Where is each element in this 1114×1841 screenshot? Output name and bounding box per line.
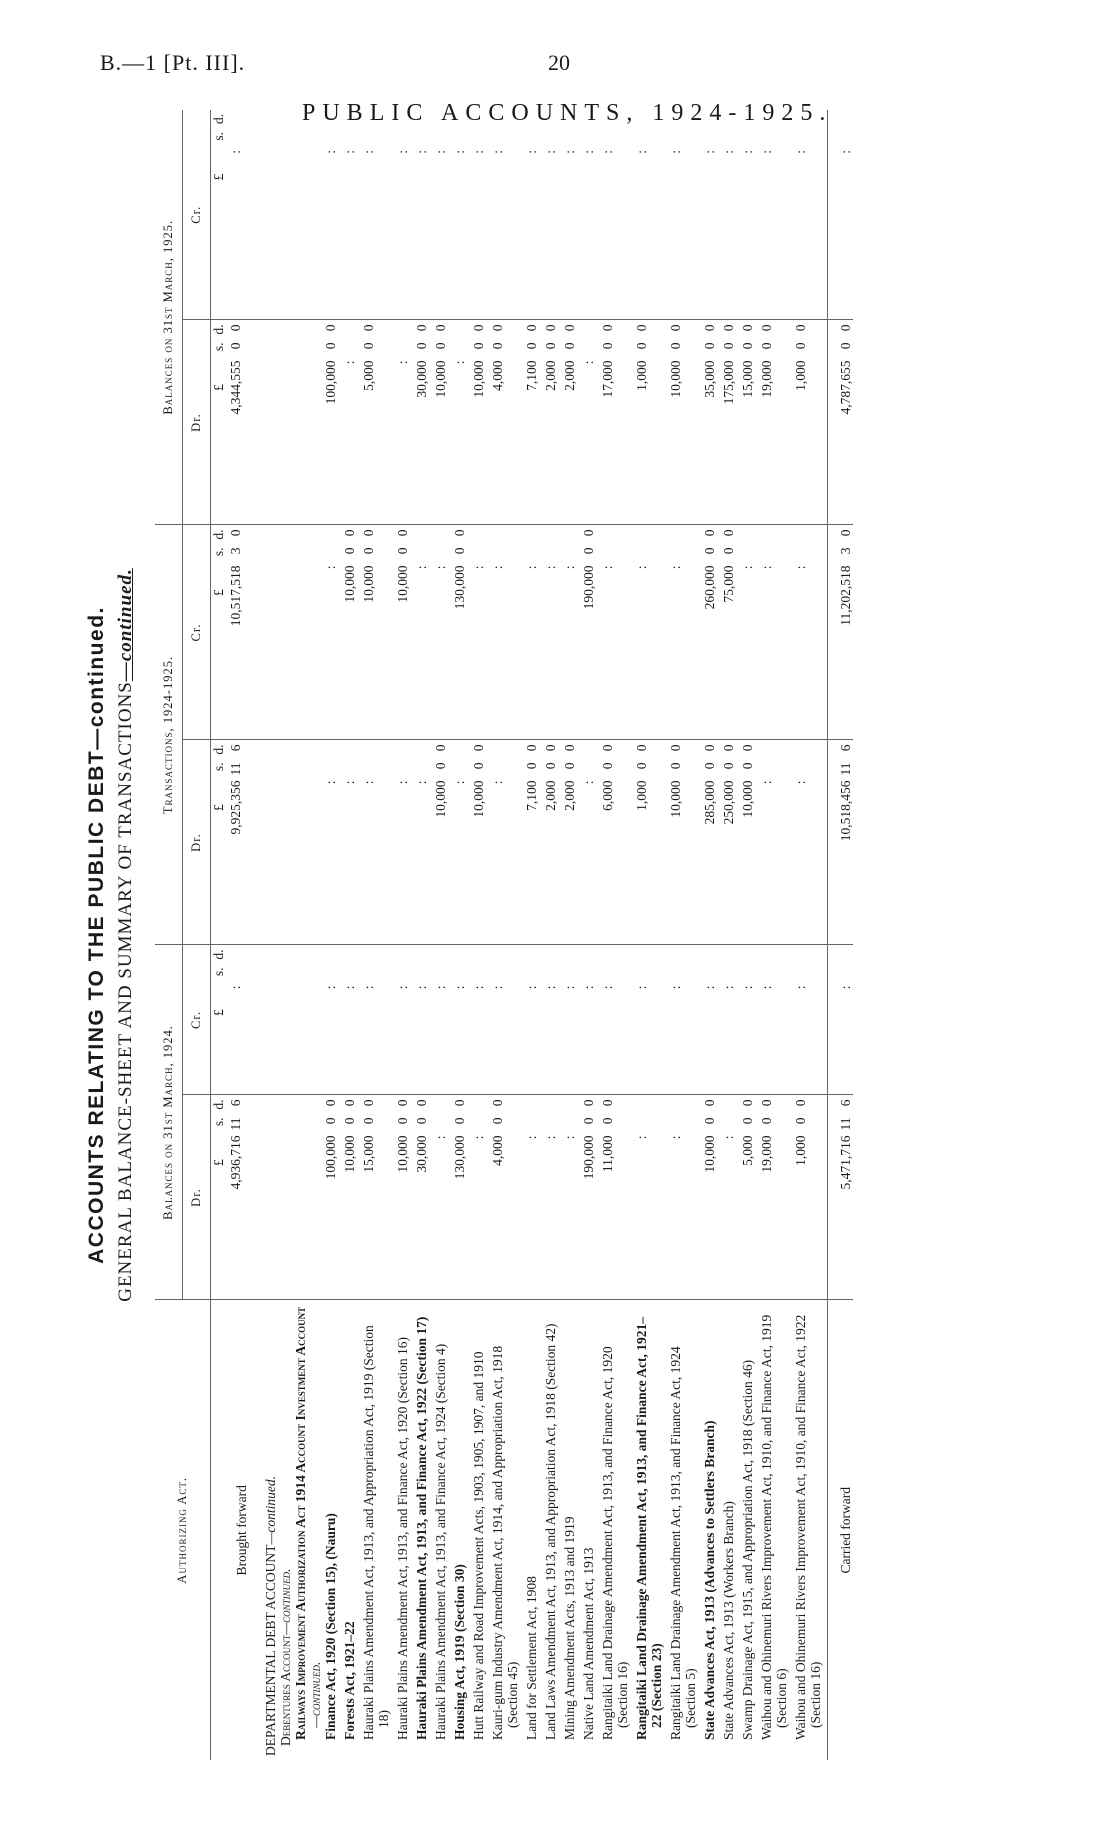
act-name: Waihou and Ohinemuri Rivers Improvement Act, 1910, and Finance Act, 1919 (Section 6)	[759, 1314, 789, 1740]
cell-b25dr: :	[342, 320, 361, 525]
cell-b25cr: :	[471, 110, 490, 320]
cell-tdr: 2,00000	[543, 740, 562, 945]
cell-b24dr: :	[721, 1095, 740, 1300]
cell-b24dr: 5,00000	[740, 1095, 759, 1300]
table-row	[342, 110, 361, 1760]
cell-b25cr: :	[702, 110, 721, 320]
table-row	[524, 110, 543, 1760]
cell-tdr: 2,00000	[562, 740, 581, 945]
cell-tdr: 7,10000	[524, 740, 543, 945]
unit-labels: £ s.d.	[211, 110, 229, 320]
cell-b25cr: :	[342, 110, 361, 320]
carried-forward-row	[828, 110, 854, 1760]
cell-tcr: 130,00000	[452, 525, 471, 740]
table-row	[668, 110, 702, 1760]
cell-tdr: :	[342, 740, 361, 945]
table-row	[581, 110, 600, 1760]
act-name: Rangitaiki Land Drainage Amendment Act, 1913, and Finance Act, 1920 (Section 16)	[600, 1346, 630, 1740]
table-row	[543, 110, 562, 1760]
act-name: Rangitaiki Land Drainage Amendment Act, 1913, and Finance Act, 1921–22 (Section 23)	[634, 1316, 664, 1740]
act-name: Forests Act, 1921–22	[342, 1621, 357, 1740]
cell-b24dr: :	[562, 1095, 581, 1300]
carried-forward-label: Carried forward	[828, 1300, 854, 1760]
act-name: Rangitaiki Land Drainage Amendment Act, 1913, and Finance Act, 1924 (Section 5)	[668, 1346, 698, 1740]
railways-heading: Railways Improvement Authorization Act 1914 Account Investment Account—continued.	[293, 1306, 323, 1740]
cell-b24cr: :	[342, 945, 361, 1095]
cell-b25cr: :	[759, 110, 793, 320]
cell-b25dr: 1,00000	[793, 320, 828, 525]
cell-b24cr: :	[562, 945, 581, 1095]
cell-b24cr: :	[524, 945, 543, 1095]
col-header-dr: Dr.	[183, 1095, 211, 1300]
act-name: Mining Amendment Acts, 1913 and 1919	[562, 1516, 577, 1740]
cell-tcr: 260,00000	[702, 525, 721, 740]
cell-tcr: 10,00000	[395, 525, 414, 740]
unit-labels: £ s.d.	[211, 740, 229, 945]
table-row	[361, 110, 395, 1760]
cell-tdr: :	[323, 740, 342, 945]
cell-b24dr: :	[471, 1095, 490, 1300]
section-heading-row	[293, 110, 323, 1760]
cell-b25dr: 7,10000	[524, 320, 543, 525]
cell-bal1925_dr: 4,787,65500	[828, 320, 854, 525]
cell-b24dr: :	[543, 1095, 562, 1300]
debentures-heading: Debentures Account—continued.	[278, 1568, 293, 1746]
cell-tcr: :	[524, 525, 543, 740]
cell-b25cr: :	[634, 110, 668, 320]
cell-tdr: 6,00000	[600, 740, 634, 945]
cell-b24dr: :	[634, 1095, 668, 1300]
cell-b24cr: :	[471, 945, 490, 1095]
cell-b24cr: :	[581, 945, 600, 1095]
cell-b24dr: 30,00000	[414, 1095, 433, 1300]
cell-tdr: 10,00000	[471, 740, 490, 945]
cell-b25cr: :	[740, 110, 759, 320]
cell-b25cr: :	[433, 110, 452, 320]
cell: :	[228, 110, 263, 320]
cell-tdr: 250,00000	[721, 740, 740, 945]
cell-b24cr: :	[634, 945, 668, 1095]
act-name: Kauri-gum Industry Amendment Act, 1914, and Appropriation Act, 1918 (Section 45)	[490, 1345, 520, 1740]
cell-b24cr: :	[490, 945, 524, 1095]
cell-b25cr: :	[562, 110, 581, 320]
cell: 9,925,356116	[228, 740, 263, 945]
rotated-table-frame	[85, 110, 1045, 1760]
cell: 10,517,51830	[228, 525, 263, 740]
cell-b25cr: :	[452, 110, 471, 320]
col-header-trans: Transactions, 1924-1925.	[155, 525, 183, 945]
cell-bal1925_cr: :	[828, 110, 854, 320]
cell: :	[228, 945, 263, 1095]
table-row	[471, 110, 490, 1760]
cell-tcr: :	[600, 525, 634, 740]
section-heading-row	[263, 110, 278, 1760]
cell-b24cr: :	[433, 945, 452, 1095]
act-name: Hauraki Plains Amendment Act, 1913, and Finance Act, 1920 (Section 16)	[395, 1336, 410, 1740]
col-header-act: Authorizing Act.	[155, 1300, 211, 1760]
cell-b25dr: :	[452, 320, 471, 525]
unit-labels: £ s.d.	[211, 320, 229, 525]
table-row	[600, 110, 634, 1760]
cell-b24dr: 19,00000	[759, 1095, 793, 1300]
cell-b25dr: 35,00000	[702, 320, 721, 525]
cell-tdr: :	[414, 740, 433, 945]
cell-tdr: :	[361, 740, 395, 945]
act-name: Housing Act, 1919 (Section 30)	[452, 1564, 467, 1740]
cell-tdr: 10,00000	[740, 740, 759, 945]
cell-bal1924_cr: :	[828, 945, 854, 1095]
cell-tcr: :	[543, 525, 562, 740]
cell-b25cr: :	[600, 110, 634, 320]
table-row	[721, 110, 740, 1760]
balance-sheet-table	[155, 110, 853, 1760]
cell-b24cr: :	[702, 945, 721, 1095]
cell-b24cr: :	[543, 945, 562, 1095]
cell-tcr: :	[433, 525, 452, 740]
cell-b25cr: :	[581, 110, 600, 320]
cell-b24dr: :	[524, 1095, 543, 1300]
cell-tcr: 10,00000	[361, 525, 395, 740]
cell-b24dr: 15,00000	[361, 1095, 395, 1300]
cell-b25dr: 1,00000	[634, 320, 668, 525]
cell-b25cr: :	[721, 110, 740, 320]
account-heading: DEPARTMENTAL DEBT ACCOUNT—continued.	[263, 1476, 278, 1756]
unit-labels: £ s.d.	[211, 1095, 229, 1300]
cell-trans_dr: 10,518,456116	[828, 740, 854, 945]
cell-b24dr: 4,00000	[490, 1095, 524, 1300]
brought-forward-row	[228, 110, 263, 1760]
cell-b25cr: :	[414, 110, 433, 320]
cell-tcr: :	[490, 525, 524, 740]
col-header-cr: Cr.	[183, 945, 211, 1095]
act-name: Hutt Railway and Road Improvement Acts, 1903, 1905, 1907, and 1910	[471, 1351, 486, 1740]
cell-tdr: :	[581, 740, 600, 945]
cell-tdr: :	[759, 740, 793, 945]
act-name: Hauraki Plains Amendment Act, 1913, and Finance Act, 1922 (Section 17)	[414, 1316, 429, 1740]
cell-b24dr: 130,00000	[452, 1095, 471, 1300]
act-name: Hauraki Plains Amendment Act, 1913, and Finance Act, 1924 (Section 4)	[433, 1343, 448, 1740]
act-name: Land Laws Amendment Act, 1913, and Appropriation Act, 1918 (Section 42)	[543, 1323, 558, 1740]
cell-b24cr: :	[323, 945, 342, 1095]
act-name: Swamp Drainage Act, 1915, and Appropriation Act, 1918 (Section 46)	[740, 1359, 755, 1740]
running-title: PUBLIC ACCOUNTS, 1924-1925.	[302, 100, 833, 126]
cell-tcr: :	[793, 525, 828, 740]
act-name: Land for Settlement Act, 1908	[524, 1576, 539, 1740]
cell-b25dr: 175,00000	[721, 320, 740, 525]
section-heading-row	[278, 110, 293, 1760]
cell-b24cr: :	[740, 945, 759, 1095]
cell-tdr: 10,00000	[668, 740, 702, 945]
cell-b25dr: 2,00000	[543, 320, 562, 525]
table-row	[634, 110, 668, 1760]
cell-b25dr: :	[395, 320, 414, 525]
cell-b24cr: :	[361, 945, 395, 1095]
col-header-cr: Cr.	[183, 525, 211, 740]
cell-b24cr: :	[414, 945, 433, 1095]
cell-b25dr: 10,00000	[471, 320, 490, 525]
cell-trans_cr: 11,202,51830	[828, 525, 854, 740]
act-name: State Advances Act, 1913 (Advances to Settlers Branch)	[702, 1420, 717, 1740]
unit-row	[211, 110, 229, 1760]
act-name: Hauraki Plains Amendment Act, 1913, and Appropriation Act, 1919 (Section 18)	[361, 1325, 391, 1740]
table-row	[414, 110, 433, 1760]
cell-b25dr: 10,00000	[433, 320, 452, 525]
act-name: State Advances Act, 1913 (Workers Branch)	[721, 1501, 736, 1740]
cell-tdr: 10,00000	[433, 740, 452, 945]
cell-b24cr: :	[600, 945, 634, 1095]
cell-tcr: :	[634, 525, 668, 740]
col-header-dr: Dr.	[183, 740, 211, 945]
cell-b24dr: 10,00000	[395, 1095, 414, 1300]
cell-b24cr: :	[759, 945, 793, 1095]
col-header-bal1925: Balances on 31st March, 1925.	[155, 110, 183, 525]
cell-b25dr: 17,00000	[600, 320, 634, 525]
cell-tcr: 190,00000	[581, 525, 600, 740]
cell: 4,344,55500	[228, 320, 263, 525]
table-row	[740, 110, 759, 1760]
table-row	[562, 110, 581, 1760]
cell-b24dr: 10,00000	[702, 1095, 721, 1300]
brought-forward-label: Brought forward	[234, 1485, 249, 1576]
cell-tcr: :	[414, 525, 433, 740]
cell-b25dr: 2,00000	[562, 320, 581, 525]
table-subtitle: GENERAL BALANCE-SHEET AND SUMMARY OF TRANSACTIONS—continued.	[115, 568, 136, 1302]
cell-b25dr: 15,00000	[740, 320, 759, 525]
cell-b24cr: :	[395, 945, 414, 1095]
table-row	[490, 110, 524, 1760]
cell-tdr: 1,00000	[634, 740, 668, 945]
table-row	[323, 110, 342, 1760]
cell-b24dr: 1,00000	[793, 1095, 828, 1300]
cell-b25cr: :	[323, 110, 342, 320]
cell-tdr: :	[793, 740, 828, 945]
table-row	[793, 110, 828, 1760]
cell-tdr: :	[452, 740, 471, 945]
cell-b24dr: 100,00000	[323, 1095, 342, 1300]
cell-b24dr: 11,00000	[600, 1095, 634, 1300]
table-row	[759, 110, 793, 1760]
act-name: Finance Act, 1920 (Section 15), (Nauru)	[323, 1513, 338, 1740]
unit-labels: £ s.d.	[211, 525, 229, 740]
cell-b24cr: :	[721, 945, 740, 1095]
cell-tcr: 10,00000	[342, 525, 361, 740]
unit-labels: £ s.d.	[211, 945, 229, 1095]
cell-tdr: :	[395, 740, 414, 945]
cell-tcr: :	[471, 525, 490, 740]
cell-b25dr: 5,00000	[361, 320, 395, 525]
cell-tcr: :	[668, 525, 702, 740]
table-row	[702, 110, 721, 1760]
col-header-dr: Dr.	[183, 320, 211, 525]
cell-b25dr: 4,00000	[490, 320, 524, 525]
cell-tcr: 75,00000	[721, 525, 740, 740]
cell-b24dr: 190,00000	[581, 1095, 600, 1300]
cell-tcr: :	[759, 525, 793, 740]
cell-b24cr: :	[793, 945, 828, 1095]
cell: 4,936,716116	[228, 1095, 263, 1300]
cell-b25dr: 10,00000	[668, 320, 702, 525]
cell-b24dr: :	[433, 1095, 452, 1300]
cell-b25dr: 19,00000	[759, 320, 793, 525]
table-row	[395, 110, 414, 1760]
cell-b24cr: :	[668, 945, 702, 1095]
col-header-cr: Cr.	[183, 110, 211, 320]
col-header-bal1924: Balances on 31st March, 1924.	[155, 945, 183, 1300]
table-row	[433, 110, 452, 1760]
cell-b25cr: :	[395, 110, 414, 320]
cell-tcr: :	[562, 525, 581, 740]
page-reference: B.—1 [Pt. III].	[100, 50, 246, 75]
cell-b24dr: 10,00000	[342, 1095, 361, 1300]
cell-b25dr: :	[581, 320, 600, 525]
act-name: Waihou and Ohinemuri Rivers Improvement Act, 1910, and Finance Act, 1922 (Section 16)	[793, 1314, 823, 1740]
cell-b25cr: :	[543, 110, 562, 320]
cell-b24dr: :	[668, 1095, 702, 1300]
cell-bal1924_dr: 5,471,716116	[828, 1095, 854, 1300]
cell-b25cr: :	[668, 110, 702, 320]
cell-tcr: :	[323, 525, 342, 740]
cell-tdr: 285,00000	[702, 740, 721, 945]
page-number: 20	[548, 50, 570, 75]
cell-tcr: :	[740, 525, 759, 740]
cell-b24cr: :	[452, 945, 471, 1095]
table-titles	[85, 110, 137, 1760]
act-name: Native Land Amendment Act, 1913	[581, 1547, 596, 1740]
cell-b25cr: :	[361, 110, 395, 320]
cell-b25cr: :	[490, 110, 524, 320]
table-title: ACCOUNTS RELATING TO THE PUBLIC DEBT—continued.	[85, 606, 108, 1264]
cell-b25dr: 30,00000	[414, 320, 433, 525]
cell-tdr: :	[490, 740, 524, 945]
cell-b25cr: :	[793, 110, 828, 320]
cell-b25dr: 100,00000	[323, 320, 342, 525]
cell-b25cr: :	[524, 110, 543, 320]
table-row	[452, 110, 471, 1760]
